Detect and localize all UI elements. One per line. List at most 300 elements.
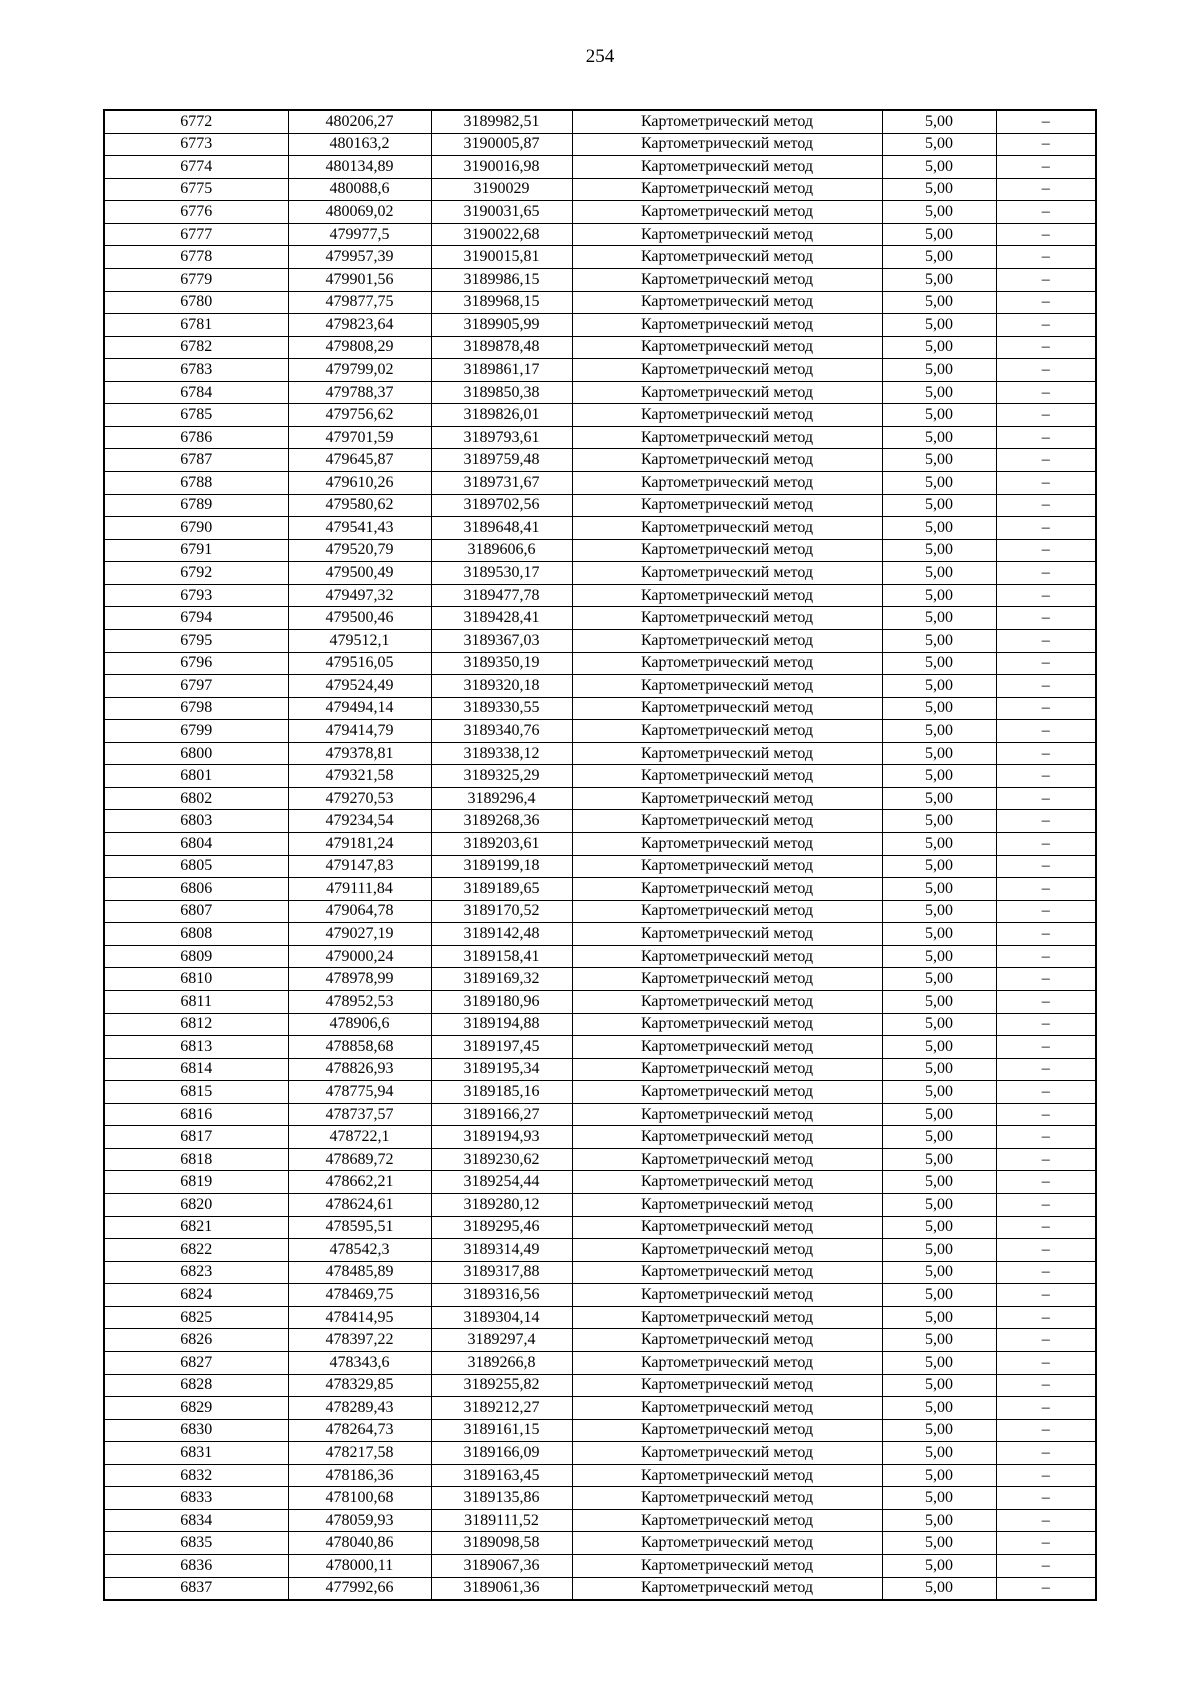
method-cell: Картометрический метод bbox=[572, 1577, 882, 1600]
accuracy-cell: 5,00 bbox=[882, 494, 996, 517]
point-number-cell: 6786 bbox=[104, 426, 288, 449]
point-number-cell: 6804 bbox=[104, 833, 288, 856]
dash-cell: – bbox=[996, 697, 1096, 720]
table-row bbox=[104, 810, 1096, 833]
accuracy-cell: 5,00 bbox=[882, 404, 996, 427]
x-coordinate-cell: 479500,46 bbox=[288, 607, 431, 630]
method-cell: Картометрический метод bbox=[572, 110, 882, 133]
method-cell: Картометрический метод bbox=[572, 156, 882, 179]
point-number-cell: 6824 bbox=[104, 1284, 288, 1307]
y-coordinate-cell: 3189316,56 bbox=[431, 1284, 572, 1307]
y-coordinate-cell: 3189197,45 bbox=[431, 1036, 572, 1059]
point-number-cell: 6835 bbox=[104, 1532, 288, 1555]
accuracy-cell: 5,00 bbox=[882, 990, 996, 1013]
table-row bbox=[104, 945, 1096, 968]
x-coordinate-cell: 479901,56 bbox=[288, 268, 431, 291]
y-coordinate-cell: 3189266,8 bbox=[431, 1351, 572, 1374]
accuracy-cell: 5,00 bbox=[882, 1239, 996, 1262]
table-row bbox=[104, 336, 1096, 359]
point-number-cell: 6802 bbox=[104, 787, 288, 810]
point-number-cell: 6799 bbox=[104, 720, 288, 743]
point-number-cell: 6795 bbox=[104, 629, 288, 652]
method-cell: Картометрический метод bbox=[572, 426, 882, 449]
accuracy-cell: 5,00 bbox=[882, 1464, 996, 1487]
accuracy-cell: 5,00 bbox=[882, 1036, 996, 1059]
method-cell: Картометрический метод bbox=[572, 1239, 882, 1262]
x-coordinate-cell: 478689,72 bbox=[288, 1148, 431, 1171]
point-number-cell: 6782 bbox=[104, 336, 288, 359]
dash-cell: – bbox=[996, 1329, 1096, 1352]
method-cell: Картометрический метод bbox=[572, 539, 882, 562]
table-row bbox=[104, 968, 1096, 991]
dash-cell: – bbox=[996, 584, 1096, 607]
dash-cell: – bbox=[996, 675, 1096, 698]
point-number-cell: 6800 bbox=[104, 742, 288, 765]
dash-cell: – bbox=[996, 1555, 1096, 1578]
accuracy-cell: 5,00 bbox=[882, 923, 996, 946]
y-coordinate-cell: 3189340,76 bbox=[431, 720, 572, 743]
accuracy-cell: 5,00 bbox=[882, 1487, 996, 1510]
y-coordinate-cell: 3189606,6 bbox=[431, 539, 572, 562]
method-cell: Картометрический метод bbox=[572, 900, 882, 923]
x-coordinate-cell: 478264,73 bbox=[288, 1419, 431, 1442]
y-coordinate-cell: 3189135,86 bbox=[431, 1487, 572, 1510]
dash-cell: – bbox=[996, 246, 1096, 269]
x-coordinate-cell: 479497,32 bbox=[288, 584, 431, 607]
y-coordinate-cell: 3189350,19 bbox=[431, 652, 572, 675]
dash-cell: – bbox=[996, 314, 1096, 337]
x-coordinate-cell: 479414,79 bbox=[288, 720, 431, 743]
y-coordinate-cell: 3189194,88 bbox=[431, 1013, 572, 1036]
method-cell: Картометрический метод bbox=[572, 923, 882, 946]
dash-cell: – bbox=[996, 494, 1096, 517]
x-coordinate-cell: 478858,68 bbox=[288, 1036, 431, 1059]
accuracy-cell: 5,00 bbox=[882, 1577, 996, 1600]
accuracy-cell: 5,00 bbox=[882, 359, 996, 382]
x-coordinate-cell: 479645,87 bbox=[288, 449, 431, 472]
x-coordinate-cell: 478217,58 bbox=[288, 1442, 431, 1465]
accuracy-cell: 5,00 bbox=[882, 584, 996, 607]
y-coordinate-cell: 3189254,44 bbox=[431, 1171, 572, 1194]
dash-cell: – bbox=[996, 562, 1096, 585]
accuracy-cell: 5,00 bbox=[882, 1148, 996, 1171]
x-coordinate-cell: 478289,43 bbox=[288, 1397, 431, 1420]
x-coordinate-cell: 478722,1 bbox=[288, 1126, 431, 1149]
table-row bbox=[104, 1397, 1096, 1420]
table-row bbox=[104, 426, 1096, 449]
y-coordinate-cell: 3189194,93 bbox=[431, 1126, 572, 1149]
table-row bbox=[104, 629, 1096, 652]
accuracy-cell: 5,00 bbox=[882, 1509, 996, 1532]
x-coordinate-cell: 478100,68 bbox=[288, 1487, 431, 1510]
point-number-cell: 6825 bbox=[104, 1306, 288, 1329]
y-coordinate-cell: 3189367,03 bbox=[431, 629, 572, 652]
method-cell: Картометрический метод bbox=[572, 1058, 882, 1081]
point-number-cell: 6822 bbox=[104, 1239, 288, 1262]
method-cell: Картометрический метод bbox=[572, 1013, 882, 1036]
accuracy-cell: 5,00 bbox=[882, 201, 996, 224]
x-coordinate-cell: 479610,26 bbox=[288, 472, 431, 495]
accuracy-cell: 5,00 bbox=[882, 1194, 996, 1217]
point-number-cell: 6823 bbox=[104, 1261, 288, 1284]
y-coordinate-cell: 3189330,55 bbox=[431, 697, 572, 720]
table-row bbox=[104, 494, 1096, 517]
accuracy-cell: 5,00 bbox=[882, 833, 996, 856]
y-coordinate-cell: 3190005,87 bbox=[431, 133, 572, 156]
accuracy-cell: 5,00 bbox=[882, 1284, 996, 1307]
accuracy-cell: 5,00 bbox=[882, 607, 996, 630]
table-row bbox=[104, 1464, 1096, 1487]
y-coordinate-cell: 3190031,65 bbox=[431, 201, 572, 224]
x-coordinate-cell: 479321,58 bbox=[288, 765, 431, 788]
method-cell: Картометрический метод bbox=[572, 178, 882, 201]
y-coordinate-cell: 3189170,52 bbox=[431, 900, 572, 923]
accuracy-cell: 5,00 bbox=[882, 539, 996, 562]
method-cell: Картометрический метод bbox=[572, 629, 882, 652]
accuracy-cell: 5,00 bbox=[882, 1126, 996, 1149]
accuracy-cell: 5,00 bbox=[882, 472, 996, 495]
table-row bbox=[104, 878, 1096, 901]
accuracy-cell: 5,00 bbox=[882, 1442, 996, 1465]
method-cell: Картометрический метод bbox=[572, 494, 882, 517]
dash-cell: – bbox=[996, 472, 1096, 495]
method-cell: Картометрический метод bbox=[572, 246, 882, 269]
x-coordinate-cell: 479147,83 bbox=[288, 855, 431, 878]
y-coordinate-cell: 3189212,27 bbox=[431, 1397, 572, 1420]
y-coordinate-cell: 3189304,14 bbox=[431, 1306, 572, 1329]
accuracy-cell: 5,00 bbox=[882, 110, 996, 133]
dash-cell: – bbox=[996, 855, 1096, 878]
table-row bbox=[104, 268, 1096, 291]
table-row bbox=[104, 1148, 1096, 1171]
point-number-cell: 6798 bbox=[104, 697, 288, 720]
accuracy-cell: 5,00 bbox=[882, 1171, 996, 1194]
point-number-cell: 6774 bbox=[104, 156, 288, 179]
accuracy-cell: 5,00 bbox=[882, 178, 996, 201]
point-number-cell: 6820 bbox=[104, 1194, 288, 1217]
dash-cell: – bbox=[996, 517, 1096, 540]
point-number-cell: 6812 bbox=[104, 1013, 288, 1036]
table-row bbox=[104, 449, 1096, 472]
table-row bbox=[104, 720, 1096, 743]
dash-cell: – bbox=[996, 1442, 1096, 1465]
y-coordinate-cell: 3189320,18 bbox=[431, 675, 572, 698]
accuracy-cell: 5,00 bbox=[882, 1532, 996, 1555]
point-number-cell: 6807 bbox=[104, 900, 288, 923]
dash-cell: – bbox=[996, 539, 1096, 562]
x-coordinate-cell: 479524,49 bbox=[288, 675, 431, 698]
point-number-cell: 6787 bbox=[104, 449, 288, 472]
y-coordinate-cell: 3190016,98 bbox=[431, 156, 572, 179]
y-coordinate-cell: 3189111,52 bbox=[431, 1509, 572, 1532]
method-cell: Картометрический метод bbox=[572, 223, 882, 246]
accuracy-cell: 5,00 bbox=[882, 900, 996, 923]
table-row bbox=[104, 607, 1096, 630]
table-row bbox=[104, 1171, 1096, 1194]
method-cell: Картометрический метод bbox=[572, 1329, 882, 1352]
dash-cell: – bbox=[996, 945, 1096, 968]
method-cell: Картометрический метод bbox=[572, 968, 882, 991]
dash-cell: – bbox=[996, 178, 1096, 201]
point-number-cell: 6776 bbox=[104, 201, 288, 224]
table-row bbox=[104, 675, 1096, 698]
y-coordinate-cell: 3189158,41 bbox=[431, 945, 572, 968]
method-cell: Картометрический метод bbox=[572, 1103, 882, 1126]
point-number-cell: 6785 bbox=[104, 404, 288, 427]
method-cell: Картометрический метод bbox=[572, 1148, 882, 1171]
table-row bbox=[104, 900, 1096, 923]
dash-cell: – bbox=[996, 1194, 1096, 1217]
x-coordinate-cell: 479512,1 bbox=[288, 629, 431, 652]
y-coordinate-cell: 3189793,61 bbox=[431, 426, 572, 449]
y-coordinate-cell: 3189166,27 bbox=[431, 1103, 572, 1126]
y-coordinate-cell: 3189280,12 bbox=[431, 1194, 572, 1217]
x-coordinate-cell: 478542,3 bbox=[288, 1239, 431, 1262]
table-row bbox=[104, 1081, 1096, 1104]
accuracy-cell: 5,00 bbox=[882, 855, 996, 878]
table-row bbox=[104, 1351, 1096, 1374]
table-row bbox=[104, 697, 1096, 720]
method-cell: Картометрический метод bbox=[572, 765, 882, 788]
table-row bbox=[104, 381, 1096, 404]
y-coordinate-cell: 3190022,68 bbox=[431, 223, 572, 246]
x-coordinate-cell: 479808,29 bbox=[288, 336, 431, 359]
dash-cell: – bbox=[996, 1036, 1096, 1059]
table-row bbox=[104, 314, 1096, 337]
table-row bbox=[104, 1577, 1096, 1600]
y-coordinate-cell: 3189905,99 bbox=[431, 314, 572, 337]
y-coordinate-cell: 3189759,48 bbox=[431, 449, 572, 472]
method-cell: Картометрический метод bbox=[572, 1509, 882, 1532]
dash-cell: – bbox=[996, 426, 1096, 449]
y-coordinate-cell: 3189297,4 bbox=[431, 1329, 572, 1352]
table-row bbox=[104, 652, 1096, 675]
accuracy-cell: 5,00 bbox=[882, 562, 996, 585]
point-number-cell: 6792 bbox=[104, 562, 288, 585]
point-number-cell: 6829 bbox=[104, 1397, 288, 1420]
dash-cell: – bbox=[996, 990, 1096, 1013]
y-coordinate-cell: 3189166,09 bbox=[431, 1442, 572, 1465]
method-cell: Картометрический метод bbox=[572, 1442, 882, 1465]
table-row bbox=[104, 1103, 1096, 1126]
table-row bbox=[104, 539, 1096, 562]
dash-cell: – bbox=[996, 765, 1096, 788]
y-coordinate-cell: 3190029 bbox=[431, 178, 572, 201]
point-number-cell: 6778 bbox=[104, 246, 288, 269]
x-coordinate-cell: 479181,24 bbox=[288, 833, 431, 856]
dash-cell: – bbox=[996, 1284, 1096, 1307]
y-coordinate-cell: 3190015,81 bbox=[431, 246, 572, 269]
point-number-cell: 6819 bbox=[104, 1171, 288, 1194]
dash-cell: – bbox=[996, 878, 1096, 901]
table-row bbox=[104, 1532, 1096, 1555]
page-number: 254 bbox=[585, 46, 615, 67]
y-coordinate-cell: 3189878,48 bbox=[431, 336, 572, 359]
dash-cell: – bbox=[996, 652, 1096, 675]
method-cell: Картометрический метод bbox=[572, 855, 882, 878]
y-coordinate-cell: 3189268,36 bbox=[431, 810, 572, 833]
dash-cell: – bbox=[996, 381, 1096, 404]
x-coordinate-cell: 478624,61 bbox=[288, 1194, 431, 1217]
dash-cell: – bbox=[996, 833, 1096, 856]
point-number-cell: 6775 bbox=[104, 178, 288, 201]
x-coordinate-cell: 478414,95 bbox=[288, 1306, 431, 1329]
point-number-cell: 6814 bbox=[104, 1058, 288, 1081]
accuracy-cell: 5,00 bbox=[882, 945, 996, 968]
point-number-cell: 6837 bbox=[104, 1577, 288, 1600]
y-coordinate-cell: 3189861,17 bbox=[431, 359, 572, 382]
point-number-cell: 6830 bbox=[104, 1419, 288, 1442]
table-row bbox=[104, 201, 1096, 224]
dash-cell: – bbox=[996, 1103, 1096, 1126]
accuracy-cell: 5,00 bbox=[882, 1306, 996, 1329]
y-coordinate-cell: 3189180,96 bbox=[431, 990, 572, 1013]
point-number-cell: 6831 bbox=[104, 1442, 288, 1465]
point-number-cell: 6818 bbox=[104, 1148, 288, 1171]
method-cell: Картометрический метод bbox=[572, 1194, 882, 1217]
x-coordinate-cell: 480206,27 bbox=[288, 110, 431, 133]
dash-cell: – bbox=[996, 1306, 1096, 1329]
y-coordinate-cell: 3189142,48 bbox=[431, 923, 572, 946]
dash-cell: – bbox=[996, 742, 1096, 765]
x-coordinate-cell: 478040,86 bbox=[288, 1532, 431, 1555]
x-coordinate-cell: 480088,6 bbox=[288, 178, 431, 201]
x-coordinate-cell: 478469,75 bbox=[288, 1284, 431, 1307]
x-coordinate-cell: 478485,89 bbox=[288, 1261, 431, 1284]
x-coordinate-cell: 480069,02 bbox=[288, 201, 431, 224]
y-coordinate-cell: 3189702,56 bbox=[431, 494, 572, 517]
dash-cell: – bbox=[996, 1464, 1096, 1487]
table-row bbox=[104, 1284, 1096, 1307]
table-row bbox=[104, 246, 1096, 269]
accuracy-cell: 5,00 bbox=[882, 1397, 996, 1420]
accuracy-cell: 5,00 bbox=[882, 1216, 996, 1239]
table-row bbox=[104, 1509, 1096, 1532]
method-cell: Картометрический метод bbox=[572, 652, 882, 675]
accuracy-cell: 5,00 bbox=[882, 675, 996, 698]
y-coordinate-cell: 3189098,58 bbox=[431, 1532, 572, 1555]
method-cell: Картометрический метод bbox=[572, 697, 882, 720]
y-coordinate-cell: 3189325,29 bbox=[431, 765, 572, 788]
table-row bbox=[104, 359, 1096, 382]
table-row bbox=[104, 1487, 1096, 1510]
dash-cell: – bbox=[996, 1419, 1096, 1442]
y-coordinate-cell: 3189477,78 bbox=[431, 584, 572, 607]
accuracy-cell: 5,00 bbox=[882, 291, 996, 314]
method-cell: Картометрический метод bbox=[572, 1374, 882, 1397]
table-row bbox=[104, 787, 1096, 810]
y-coordinate-cell: 3189067,36 bbox=[431, 1555, 572, 1578]
method-cell: Картометрический метод bbox=[572, 1126, 882, 1149]
accuracy-cell: 5,00 bbox=[882, 1329, 996, 1352]
y-coordinate-cell: 3189982,51 bbox=[431, 110, 572, 133]
y-coordinate-cell: 3189061,36 bbox=[431, 1577, 572, 1600]
table-row bbox=[104, 1374, 1096, 1397]
method-cell: Картометрический метод bbox=[572, 359, 882, 382]
accuracy-cell: 5,00 bbox=[882, 156, 996, 179]
method-cell: Картометрический метод bbox=[572, 810, 882, 833]
dash-cell: – bbox=[996, 900, 1096, 923]
point-number-cell: 6789 bbox=[104, 494, 288, 517]
table-row bbox=[104, 833, 1096, 856]
accuracy-cell: 5,00 bbox=[882, 1419, 996, 1442]
y-coordinate-cell: 3189986,15 bbox=[431, 268, 572, 291]
y-coordinate-cell: 3189295,46 bbox=[431, 1216, 572, 1239]
method-cell: Картометрический метод bbox=[572, 584, 882, 607]
point-number-cell: 6813 bbox=[104, 1036, 288, 1059]
accuracy-cell: 5,00 bbox=[882, 1261, 996, 1284]
y-coordinate-cell: 3189296,4 bbox=[431, 787, 572, 810]
method-cell: Картометрический метод bbox=[572, 1284, 882, 1307]
y-coordinate-cell: 3189731,67 bbox=[431, 472, 572, 495]
method-cell: Картометрический метод bbox=[572, 742, 882, 765]
x-coordinate-cell: 478186,36 bbox=[288, 1464, 431, 1487]
accuracy-cell: 5,00 bbox=[882, 314, 996, 337]
y-coordinate-cell: 3189199,18 bbox=[431, 855, 572, 878]
dash-cell: – bbox=[996, 133, 1096, 156]
accuracy-cell: 5,00 bbox=[882, 968, 996, 991]
y-coordinate-cell: 3189169,32 bbox=[431, 968, 572, 991]
dash-cell: – bbox=[996, 359, 1096, 382]
accuracy-cell: 5,00 bbox=[882, 268, 996, 291]
method-cell: Картометрический метод bbox=[572, 201, 882, 224]
dash-cell: – bbox=[996, 1397, 1096, 1420]
accuracy-cell: 5,00 bbox=[882, 1555, 996, 1578]
dash-cell: – bbox=[996, 1239, 1096, 1262]
method-cell: Картометрический метод bbox=[572, 1036, 882, 1059]
y-coordinate-cell: 3189230,62 bbox=[431, 1148, 572, 1171]
x-coordinate-cell: 478397,22 bbox=[288, 1329, 431, 1352]
y-coordinate-cell: 3189968,15 bbox=[431, 291, 572, 314]
x-coordinate-cell: 479580,62 bbox=[288, 494, 431, 517]
x-coordinate-cell: 479756,62 bbox=[288, 404, 431, 427]
method-cell: Картометрический метод bbox=[572, 878, 882, 901]
x-coordinate-cell: 478059,93 bbox=[288, 1509, 431, 1532]
table-row bbox=[104, 742, 1096, 765]
point-number-cell: 6816 bbox=[104, 1103, 288, 1126]
y-coordinate-cell: 3189163,45 bbox=[431, 1464, 572, 1487]
dash-cell: – bbox=[996, 1509, 1096, 1532]
accuracy-cell: 5,00 bbox=[882, 449, 996, 472]
method-cell: Картометрический метод bbox=[572, 607, 882, 630]
dash-cell: – bbox=[996, 1126, 1096, 1149]
point-number-cell: 6809 bbox=[104, 945, 288, 968]
accuracy-cell: 5,00 bbox=[882, 720, 996, 743]
dash-cell: – bbox=[996, 787, 1096, 810]
dash-cell: – bbox=[996, 1351, 1096, 1374]
table-row bbox=[104, 517, 1096, 540]
point-number-cell: 6821 bbox=[104, 1216, 288, 1239]
method-cell: Картометрический метод bbox=[572, 562, 882, 585]
method-cell: Картометрический метод bbox=[572, 1306, 882, 1329]
point-number-cell: 6815 bbox=[104, 1081, 288, 1104]
dash-cell: – bbox=[996, 607, 1096, 630]
dash-cell: – bbox=[996, 268, 1096, 291]
method-cell: Картометрический метод bbox=[572, 291, 882, 314]
dash-cell: – bbox=[996, 1013, 1096, 1036]
method-cell: Картометрический метод bbox=[572, 1081, 882, 1104]
table-row bbox=[104, 404, 1096, 427]
point-number-cell: 6783 bbox=[104, 359, 288, 382]
point-number-cell: 6833 bbox=[104, 1487, 288, 1510]
dash-cell: – bbox=[996, 1261, 1096, 1284]
dash-cell: – bbox=[996, 1216, 1096, 1239]
y-coordinate-cell: 3189317,88 bbox=[431, 1261, 572, 1284]
x-coordinate-cell: 479234,54 bbox=[288, 810, 431, 833]
x-coordinate-cell: 479877,75 bbox=[288, 291, 431, 314]
table-row bbox=[104, 1216, 1096, 1239]
method-cell: Картометрический метод bbox=[572, 336, 882, 359]
